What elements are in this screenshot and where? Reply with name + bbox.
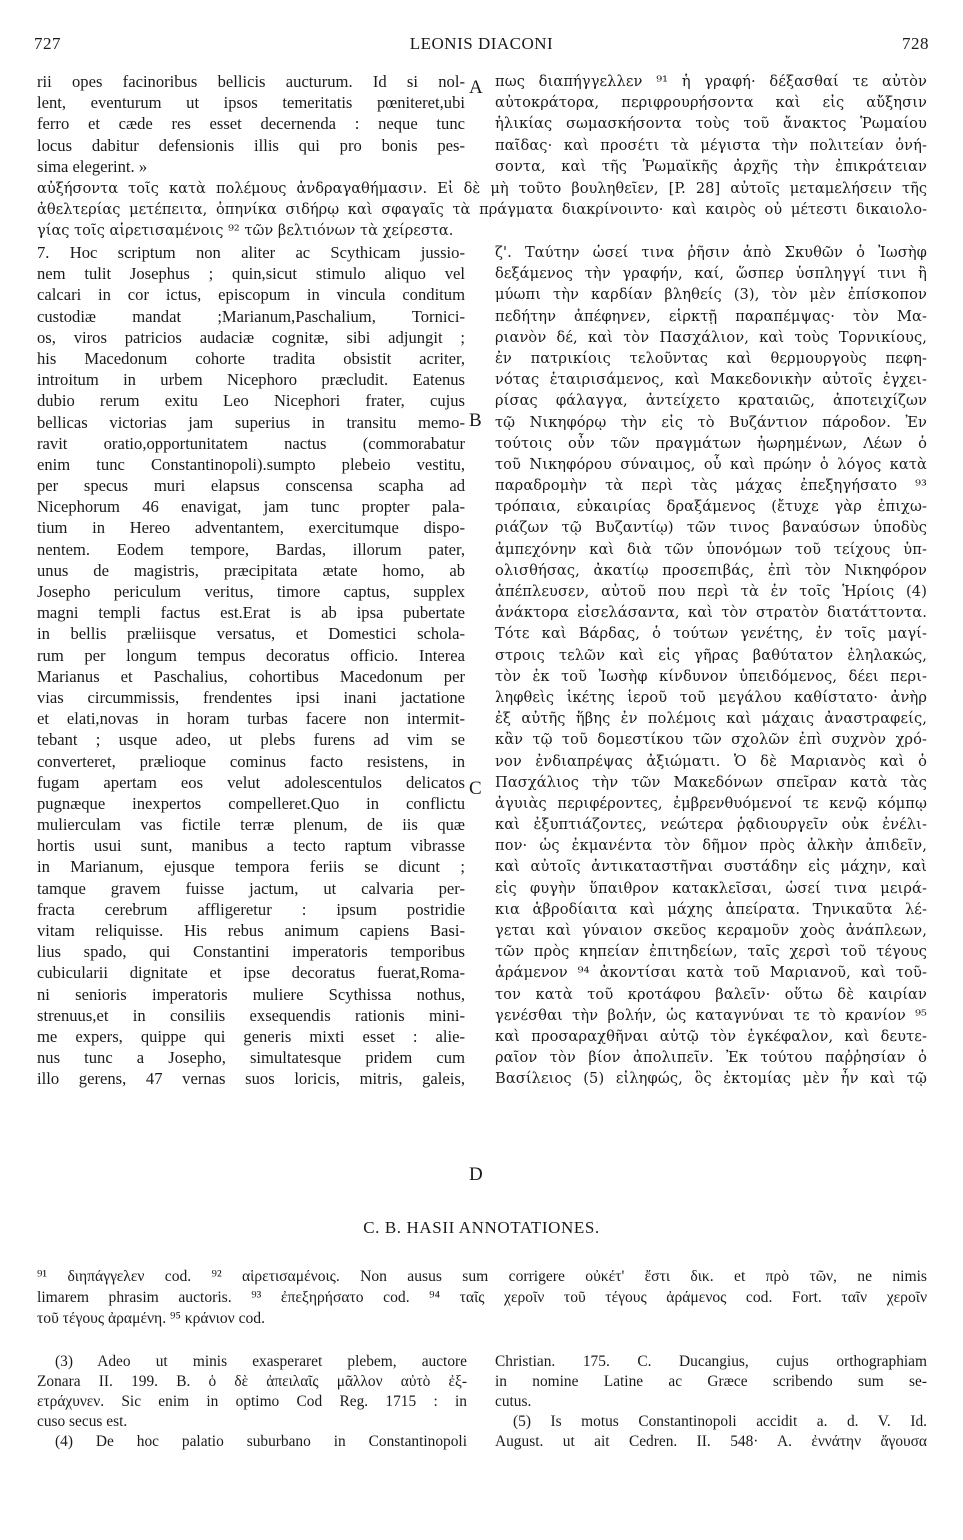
latin-line: per specus muri elapsus conscensa scapha ad [37, 476, 465, 496]
latin-column-main [37, 242, 465, 1102]
latin-line: strenuus,et in consiliis exsequendis rationis mini- [37, 1005, 465, 1025]
latin-line: in bellis præliisque versatus, et Domestici schola- [37, 624, 465, 644]
latin-line: unus de magistris, præcipitata ætate homo, ab [37, 560, 465, 580]
greek-line: πον· ὡς ἐκμανέντα τὸν δῆμον πρὸς ἀλκὴν ἀπιδεῖν, [495, 837, 927, 855]
greek-line: τῷ Νικηφόρῳ τὴν εἰς τὸ Βυζάντιον πάροδον. Ἐν [495, 413, 927, 431]
latin-line: nentem. Eodem tempore, Bardas, illorum pater, [37, 539, 465, 559]
greek-line: πως διαπήγγελλεν ⁹¹ ἡ γραφή· δέξασθαί τε αὐτὸν [495, 73, 927, 90]
latin-line: me expers, quippe qui generis mixti esset : alie- [37, 1026, 465, 1046]
greek-line: αὐξήσοντα τοῖς κατὰ πολέμους ἀνδραγαθήμασιν. Εἰ δὲ μὴ τοῦτο βουληθεῖεν, [P. 28] αὐτοῖς μεταμελήσειν τῆς [37, 180, 927, 197]
latin-line: bellicas victorias jam superius in transitu memo- [37, 412, 465, 432]
critical-note-line: τοῦ τέγους ἀραμένη. ⁹⁵ κράνιον cod. [37, 1310, 265, 1327]
latin-line: dubio rerum exitu Leo Nicephori frater, cujus [37, 391, 465, 411]
footnote-line: (3) Adeo ut minis exasperaret plebem, auctore [55, 1353, 467, 1370]
annotations-heading: C. B. HASII ANNOTATIONES. [363, 1218, 600, 1237]
greek-line: τούτοις οὖν τῶν πραγμάτων ἠωρημένων, Λέων ὁ [495, 434, 927, 452]
greek-line: τρόπαια, εὐκαιρίας δραξάμενος (ἔτυχε γὰρ ἐπιχω- [495, 498, 927, 516]
latin-line: his Macedonum cohorte tradita obsistit acriter, [37, 348, 465, 368]
latin-line: cubicularii dignitate et ipse decoratus fuerat,Roma- [37, 963, 465, 983]
footnotes-left-column [37, 1352, 467, 1452]
latin-column-top [37, 71, 465, 179]
greek-line: κια ἁβροδίαιτα καὶ μάχης ἀπείρατα. Τηνικαῦτα λέ- [495, 900, 927, 918]
footnote-line: cutus. [495, 1393, 532, 1410]
latin-line: vitam reliquisse. His rebus animum capiens Basi- [37, 921, 465, 940]
greek-line: ολισθήσας, ἀκατίῳ προσεπιβάς, ἐπὶ τὸν Νικηφόρον [495, 561, 927, 579]
latin-line: tamque gravem fuisse jactum, ut calvaria per- [37, 878, 465, 898]
latin-line: ni senioris imperatoris muliere Scythissa nothus, [37, 984, 465, 1004]
latin-line: magni templi factus est.Erat is ab ipsa pubertate [37, 603, 465, 623]
latin-line: tium in Hereo adventantem, exercitumque dispo- [37, 518, 465, 538]
margin-letter-d: D [469, 1164, 483, 1185]
footnote-line: August. ut ait Cedren. II. 548· A. ἐννάτην ἄγουσα [495, 1433, 927, 1450]
latin-line: fracta cerebrum affligeretur : ipsum postridie [37, 899, 465, 919]
footnote-line: Christian. 175. C. Ducangius, cujus orthographiam [495, 1353, 927, 1370]
greek-line: κἂν τῷ τοῦ δομεστίκου τῶν σχολῶν ἐπὶ συχνὸν χρό- [495, 731, 927, 749]
greek-line: καὶ ἐξυπτιάζοντες, νεώτερα ῥᾳδιουργεῖν οὐκ ἐνέλι- [495, 816, 927, 834]
greek-line: ραῖον τὸν βίον ἀπολιπεῖν. Ἐκ τούτου παῤῥησίαν ὁ [495, 1049, 927, 1067]
running-header [34, 34, 929, 58]
greek-line: ἐξ αὐτῆς ἥβης ἐν πολέμοις καὶ μάχαις ἀναστραφείς, [495, 710, 927, 728]
greek-line: ἀράμενον ⁹⁴ ἀκοντίσαι κατὰ τοῦ Μαριανοῦ, καὶ τοῦ- [495, 964, 927, 982]
latin-line: os, viros patricios audaciæ cognitæ, sibi adjungit ; [37, 327, 465, 347]
greek-line: αὐτοκράτορα, περιφρουρήσοντα καὶ εἰς αὔξησιν [495, 94, 927, 112]
latin-line: fugam apertam eos velut adolescentulos delicatos [37, 772, 465, 792]
latin-line: vias circummissis, frendentes ipsi inani jactatione [37, 687, 465, 707]
greek-line: τῶν πρὸς κηπείαν ἐπιτηδείων, ταῖς χερσὶ τοῦ τέγους [495, 943, 927, 961]
latin-line: mulierculam vas fictile terræ plenum, de iis quæ [37, 815, 465, 835]
greek-line: τοῦ Νικηφόρου σύναιμος, οὗ καὶ πρώην ὁ λόγος κατὰ [495, 455, 927, 473]
greek-line: καὶ αὐτοῖς ἀντικαταστῆναι συστάδην εἰς μάχην, καὶ [495, 858, 927, 876]
footnote-line: in nomine Latine ac Græce scribendo sum se- [495, 1373, 927, 1390]
greek-line: τὸν ἐκ τοῦ Ἰωσὴφ κίνδυνον ὑπειδόμενος, δέει περι- [495, 667, 927, 685]
latin-line: et elati,novas in horam turbas facere non intermit- [37, 709, 465, 729]
latin-line: Josepho periculum veritus, timore captus, supplex [37, 582, 465, 601]
greek-line: ἀνάκτορα εἰσελάσαντα, καὶ τὸν στρατὸν διατάττοντα. [495, 604, 927, 622]
critical-note-line: ⁹¹ διηπάγγελεν cod. ⁹² αἱρετισαμένοις. Non ausus sum corrigere οὐκέτ' ἔστι δικ. et πρὸ τῶν, ne nimis [37, 1268, 927, 1285]
latin-line: pugnæque inexpertos compelleret.Quo in conflictu [37, 793, 465, 813]
greek-line: ληφθεὶς ἱκέτης ἱεροῦ τοῦ μεγάλου καθίστατο· ἀνὴρ [495, 688, 927, 706]
greek-line: ρίσας φάλαγγα, ἀντείχετο κραταιῶς, ἀποτειχίζων [495, 392, 927, 410]
latin-line: converteret, prælioque cominus facto resistens, in [37, 751, 465, 771]
latin-line: rum per longum tempus decoratus officio. Interea [37, 645, 465, 665]
footnote-line: ετράχυνεν. Sic enim in optimo Cod Reg. 1715 : in [37, 1393, 467, 1410]
greek-line: εἰς φυγὴν ὕπαιθρον κατακλεῖσαι, ὡσεί τινα μειρά- [495, 879, 927, 897]
greek-column-top [495, 71, 927, 179]
latin-line: hortis usui sunt, manibus a tecto raptum vibrasse [37, 836, 465, 856]
greek-line: καὶ προσαραχθῆναι αὐτῷ τὸν ἐγκέφαλον, καὶ δευτε- [495, 1027, 927, 1045]
latin-line: calcari in cor ictus, episcopum in vincula conditum [37, 285, 465, 305]
greek-line: ζ'. Ταύτην ὡσεί τινα ῥῆσιν ἀπὸ Σκυθῶν ὁ Ἰωσὴφ [495, 244, 927, 261]
greek-line: Τότε καὶ Βάρδας, ὁ τούτων γενέτης, ἐν τοῖς μαγί- [495, 625, 927, 643]
page-number-right: 728 [902, 34, 929, 53]
greek-line: στροις τελῶν καὶ εἰς γῆρας βαθύτατον ἐληλακώς, [495, 646, 927, 664]
latin-line: locus dabitur defensionis illis qui pro bonis pes- [37, 135, 465, 155]
running-title: LEONIS DIACONI [409, 34, 554, 53]
greek-line: γίας τοῖς αἱρετισαμένοις ⁹² τῶν βελτιόνων τὰ χείρεστα. [37, 222, 454, 240]
latin-line: Nicephorum 46 enavigat, jam tunc propter pala- [37, 497, 465, 517]
latin-line: ravit oratio,opportunitatem nactus (commorabatur [37, 433, 465, 453]
margin-letter-c: C [469, 778, 482, 799]
greek-full-width-lines [37, 178, 927, 242]
latin-line: custodiæ mandat ;Marianum,Paschalium, Tornici- [37, 306, 465, 326]
latin-line: enim tunc Constantinopoli).sumpto plebeio vestitu, [37, 454, 465, 474]
greek-line: παῖδας· καὶ προσέτι τὰ μέγιστα τὴν πολιτείαν ὀνή- [495, 136, 927, 154]
greek-line: πεδήτην ἀπέφηνεν, εἱρκτῇ παραπέμψας· τὸν Μα- [495, 307, 927, 325]
latin-line: tebant ; usque adeo, ut plebs furens ad vim se [37, 730, 465, 750]
footnote-line: cuso secus est. [37, 1413, 128, 1430]
greek-line: γενέσθαι τὴν βολήν, ὡς καταγνύναι τε τὸ κρανίον ⁹⁵ [495, 1006, 927, 1024]
greek-line: Βασίλειος (5) εἰληφώς, ὃς ἐκτομίας μὲν ἦν καὶ τῷ [495, 1070, 927, 1088]
footnote-line: (4) De hoc palatio suburbano in Constantinopoli [55, 1433, 467, 1450]
critical-apparatus [37, 1266, 927, 1329]
latin-line: ferro et cæde res esset decernenda : neque tunc [37, 114, 465, 134]
latin-line: nem tulit Josephus ; quin,sicut stimulo aliquo vel [37, 264, 465, 284]
greek-line: παραδρομὴν τὰ περὶ τὰς μάχας ἐπεξηγήσατο ⁹³ [495, 477, 927, 495]
greek-line: σοντα, καὶ τῆς Ῥωμαϊκῆς ἀρχῆς τὴν ἐπικράτειαν [495, 157, 927, 175]
footnote-line: (5) Is motus Constantinopoli accidit a. d. V. Id. [513, 1413, 927, 1430]
latin-line: nus tunc a Josepho, simultatesque pridem cum [37, 1048, 465, 1068]
critical-note-line: limarem phrasim auctoris. ⁹³ ἐπεξηρήσατο cod. ⁹⁴ ταῖς χεροῖν τοῦ τέγους ἀράμενος cod. Fort. ταῖν χεροῖν [37, 1289, 927, 1306]
latin-line: introitum in urbem Nicephoro præcludit. Eatenus [37, 370, 465, 390]
greek-line: ἀθελτερίας μετέπειτα, ὁπηνίκα σιδήρῳ καὶ σφαγαῖς τὰ πράγματα διακρίνοιντο· καὶ καιρὸς οὐ μέτεστι δικαιολο- [37, 201, 927, 219]
greek-line: Πασχάλιος τὴν τῶν Μακεδόνων σπεῖραν κατὰ τὰς [495, 773, 927, 791]
greek-line: ριανὸν δέ, καὶ τὸν Πασχάλιον, καὶ τοὺς Τορνικίους, [495, 328, 927, 346]
greek-line: νότας ἑταιρισάμενος, καὶ Μακεδονικὴν αὐτοῖς ἐγχει- [495, 371, 927, 389]
margin-letter-b: B [469, 410, 482, 431]
latin-line: in Marianum, ejusque tempora feriis se dicunt ; [37, 857, 465, 877]
greek-line: μύωπι τὴν καρδίαν βληθείς (3), τὸν μὲν ἐπίσκοπον [495, 286, 927, 304]
footnote-line: Zonara II. 199. B. ὁ δὲ ἀπειλαῖς μᾶλλον αὐτὸ ἐξ- [37, 1373, 467, 1390]
footnotes-right-column [495, 1352, 927, 1452]
greek-line: γεται καὶ γύναιον σκεῦος κεραμοῦν χοὸς ἀνάπλεων, [495, 922, 927, 939]
latin-line: sima elegerint. » [37, 156, 148, 176]
greek-line: ἀμπεχόνην καὶ διὰ τῶν ὑπονόμων τοῦ τείχους ὑπ- [495, 540, 927, 558]
latin-line: Marianus et Paschalius, cohortibus Macedonum per [37, 666, 465, 686]
greek-line: ἀπέπλευσεν, αὐτοῦ που περὶ τὰ ἐν τοῖς Ἡρίοις (4) [495, 583, 927, 600]
page-number-left: 727 [34, 34, 61, 53]
latin-line: lius spado, qui Constantini imperatoris temporibus [37, 942, 465, 962]
greek-line: νον ἐνδιαπρέψας ἀξιώματι. Ὁ δὲ Μαριανὸς καὶ ὁ [495, 752, 927, 770]
latin-line: 7. Hoc scriptum non aliter ac Scythicam jussio- [37, 243, 465, 262]
greek-line: ἀγυιὰς περιφέροντες, ἐμβρενθυόμενοί τε κενῷ κόμπῳ [495, 794, 927, 812]
latin-line: rii opes facinoribus bellicis aucturum. Id si nol- [37, 72, 465, 91]
margin-letter-a: A [469, 77, 483, 98]
greek-line: ἐν πατρικίοις τελοῦντας καὶ θερμουργοὺς πεφη- [495, 349, 927, 367]
greek-line: ἡλικίας σωμασκήσοντα τοὺς τοῦ ἄνακτος Ῥωμαίου [495, 115, 927, 133]
latin-line: illo gerens, 47 vernas suos loricis, mitris, galeis, [37, 1069, 465, 1089]
greek-column-main [495, 242, 927, 1102]
greek-line: τον κατὰ τοῦ κροτάφου βαλεῖν· οὕτω δὲ καιρίαν [495, 985, 927, 1003]
greek-line: ριάζων τῷ Βυζαντίῳ) τῶν τινος βαναύσων ὑποδὺς [495, 519, 927, 537]
greek-line: δεξάμενος τὴν γραφήν, καί, ὥσπερ ὑσπληγγί τινι ἢ [495, 265, 927, 283]
latin-line: lent, eventurum ut ipsos temeritatis pœniteret,ubi [37, 93, 465, 113]
